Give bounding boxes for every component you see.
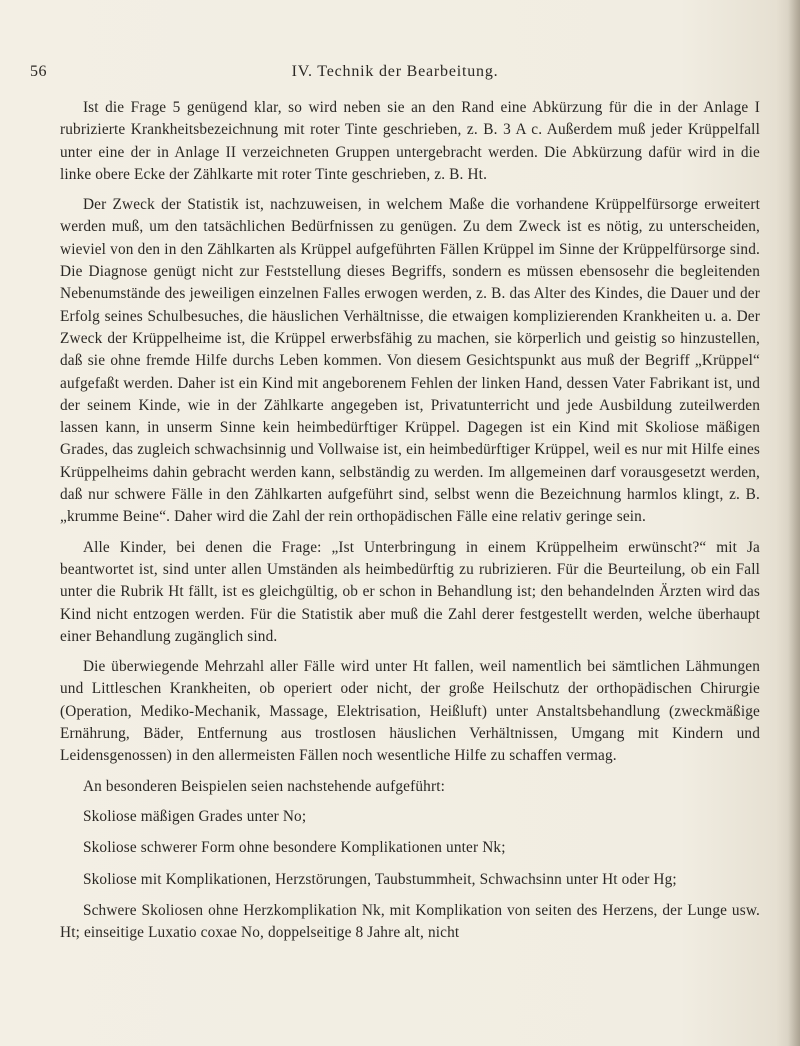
example-item: Skoliose mäßigen Grades unter No; xyxy=(82,807,307,825)
paragraph: An besonderen Beispielen seien nachstehende aufgeführt: xyxy=(82,777,446,795)
page-header xyxy=(30,63,760,89)
paragraph: Ist die Frage 5 genügend klar, so wird neben sie an den Rand eine Abkürzung für die in der Anlage I rubrizierte Krankheitsbezeichnung mit roter Tinte geschrieben, z. B. 3 A c. Außerdem muß jeder Krüppelfall unter eine der in Anlage II verzeichneten Gruppen untergebracht werden. Die Abkürzung dafür wird in die linke obere Ecke der Zählkarte mit roter Tinte geschrieben, z. B. Ht. xyxy=(60,99,760,183)
running-title: IV. Technik der Bearbeitung. xyxy=(291,63,499,80)
body-text xyxy=(60,97,760,953)
paragraph: Alle Kinder, bei denen die Frage: „Ist Unterbringung in einem Krüppelheim erwünscht?“ mit Ja beantwortet ist, sind unter allen Umständen als heimbedürftig zu rubrizieren. Für die Beurteilung, ob ein Fall unter die Rubrik Ht fällt, ist es gleichgültig, ob er schon in Behandlung ist; den behandelnden Ärzten wird das Kind nicht entzogen werden. Für die Statistik aber muß die Zahl derer festgestellt werden, welche überhaupt einer Behandlung zugänglich sind. xyxy=(60,538,760,645)
example-item: Skoliose mit Komplikationen, Herzstörungen, Taubstummheit, Schwachsinn unter Ht oder Hg; xyxy=(82,870,677,888)
example-item: Skoliose schwerer Form ohne besondere Komplikationen unter Nk; xyxy=(82,839,506,857)
page-number: 56 xyxy=(30,63,47,80)
paragraph: Die überwiegende Mehrzahl aller Fälle wird unter Ht fallen, weil namentlich bei sämtlichen Lähmungen und Littleschen Krankheiten, ob operiert oder nicht, der große Heilschutz der orthopädischen Chirurgie (Operation, Mediko-Mechanik, Massage, Elektrisation, Heißluft) unter Anstaltsbehandlung (zweckmäßige Ernährung, Bäder, Entfernung aus trostlosen häuslichen Verhältnissen, Umgang mit Kindern und Leidensgenossen) in den allermeisten Fällen noch wesentliche Hilfe zu schaffen vermag. xyxy=(60,658,760,765)
page-edge-shadow xyxy=(788,0,800,1046)
paragraph: Der Zweck der Statistik ist, nachzuweisen, in welchem Maße die vorhandene Krüppelfürsorge erweitert werden muß, um den tatsächlichen Bedürfnissen zu genügen. Zu dem Zweck ist es nötig, zu unterscheiden, wieviel von den in den Zählkarten als Krüppel aufgeführten Fällen Krüppel im Sinne der Krüppelfürsorge sind. Die Diagnose genügt nicht zur Feststellung dieses Begriffs, sondern es müssen ebensosehr die begleitenden Nebenumstände des jeweiligen einzelnen Falles erwogen werden, z. B. das Alter des Kindes, die Dauer und der Erfolg seines Schulbesuches, die häuslichen Verhältnisse, die etwaigen komplizierenden Krankheiten u. a. Der Zweck der Krüppelheime ist, die Krüppel erwerbsfähig zu machen, sie körperlich und geistig so hinzustellen, daß sie ohne fremde Hilfe durchs Leben kommen. Von diesem Gesichtspunkt aus muß der Begriff „Krüppel“ aufgefaßt werden. Daher ist ein Kind mit angeborenem Fehlen der linken Hand, dessen Vater Fabrikant ist, und der seinem Kinde, wie in der Zählkarte angegeben ist, Privatunterricht und jede Ausbildung zuteilwerden lassen kann, in unserm Sinne kein heimbedürftiger Krüppel. Dagegen ist ein Kind mit Skoliose mäßigen Grades, das zugleich schwachsinnig und Vollwaise ist, ein heimbedürftiger Krüppel, weil es nur mit Hilfe eines Krüppelheims dahin gebracht werden kann, selbständig zu werden. Im allgemeinen darf vorausgesetzt werden, daß nur schwere Fälle in den Zählkarten aufgeführt sind, selbst wenn die Bezeichnung harmlos klingt, z. B. „krumme Beine“. Daher wird die Zahl der rein orthopädischen Fälle eine relativ geringe sein. xyxy=(60,196,760,526)
example-item: Schwere Skoliosen ohne Herzkomplikation Nk, mit Komplikation von seiten des Herzens, der Lunge usw. Ht; einseitige Luxatio coxae No, doppelseitige 8 Jahre alt, nicht xyxy=(60,901,760,942)
